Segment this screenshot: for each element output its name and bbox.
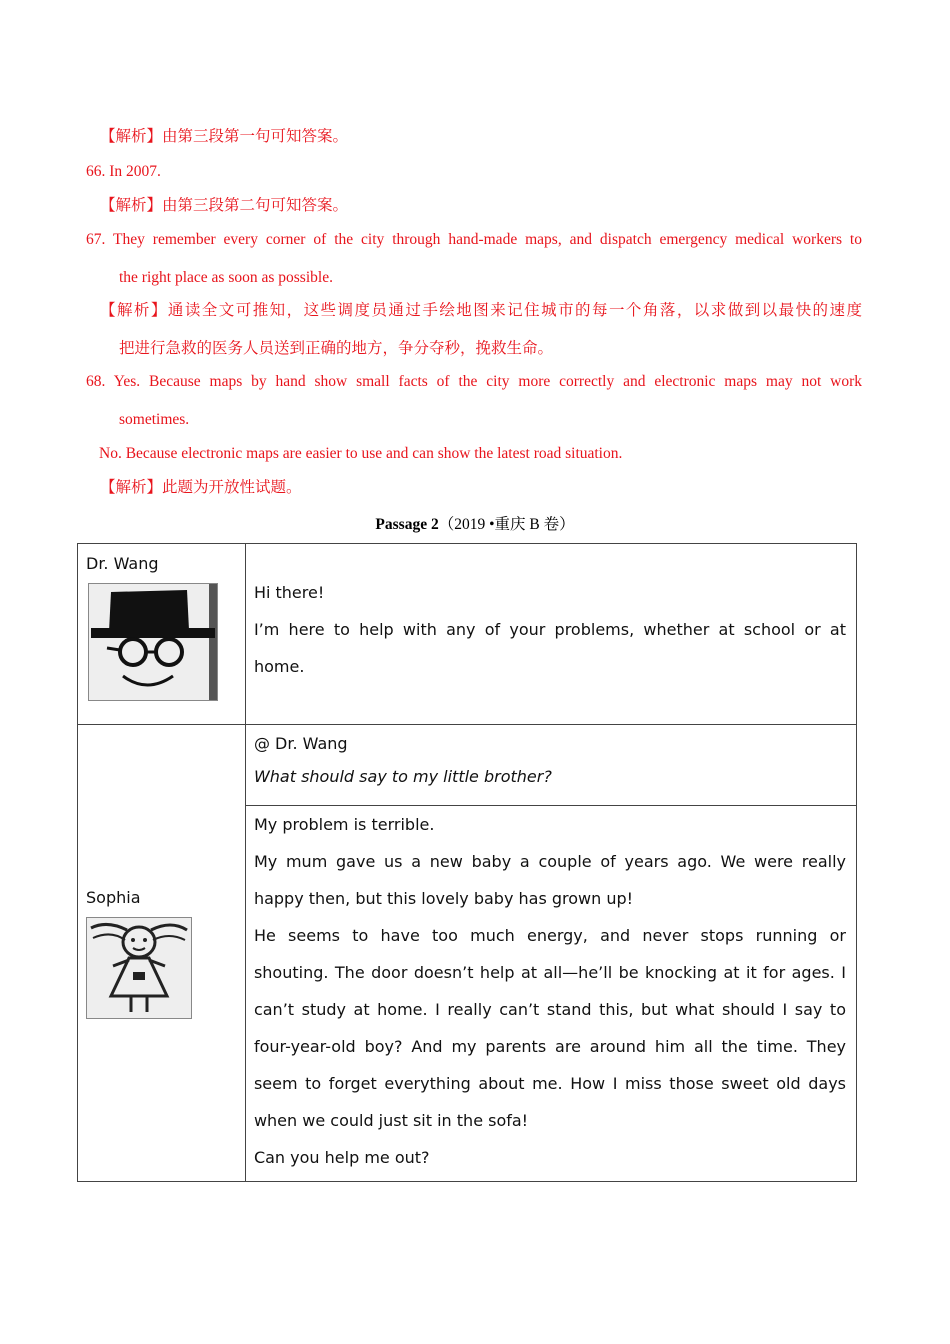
greeting-line: Hi there! bbox=[253, 583, 325, 602]
dr-wang-name: Dr. Wang bbox=[86, 554, 159, 573]
answer-67-line1 bbox=[86, 230, 862, 250]
jiexi-text: 由第三段第一句可知答案。 bbox=[162, 128, 349, 145]
answer-66 bbox=[86, 162, 161, 182]
jiexi-tag: 【解析】 bbox=[100, 479, 163, 496]
sophia-profile bbox=[78, 725, 246, 1182]
sophia-row-1 bbox=[78, 725, 857, 806]
letter-paragraph: My mum gave us a new baby a couple of years ago. We were really happy then, but this lovely baby has grown up! bbox=[253, 852, 846, 908]
passage-source: （2019 •重庆 B 卷） bbox=[438, 516, 575, 533]
jiexi-tag: 【解析】 bbox=[100, 197, 163, 214]
message-board bbox=[77, 543, 857, 1182]
dr-wang-message bbox=[245, 544, 856, 725]
answer-text: Yes. Because maps by hand show small facts of the city more correctly and electronic maps may not work bbox=[113, 373, 862, 390]
letter-paragraph: My problem is terrible. bbox=[253, 815, 435, 834]
answer-text: They remember every corner of the city through hand-made maps, and dispatch emergency medical workers to bbox=[113, 231, 862, 248]
reply-mention: @ Dr. Wang bbox=[253, 734, 348, 753]
dr-wang-avatar bbox=[88, 583, 218, 701]
answer-68-line3: No. Because electronic maps are easier to use and can show the latest road situation. bbox=[99, 445, 623, 462]
intro-line: I’m here to help with any of your problems, whether at school or at home. bbox=[253, 620, 846, 676]
answer-text: In 2007. bbox=[109, 163, 161, 180]
jiexi-tag: 【解析】 bbox=[100, 302, 168, 319]
jiexi-text: 此题为开放性试题。 bbox=[162, 479, 302, 496]
jiexi-61 bbox=[100, 127, 348, 147]
letter-paragraph: Can you help me out? bbox=[253, 1148, 430, 1167]
sophia-reply bbox=[245, 725, 856, 806]
passage-label: Passage 2 bbox=[375, 516, 439, 533]
jiexi-66 bbox=[100, 196, 348, 216]
jiexi-68 bbox=[100, 478, 302, 498]
answer-67-line2: the right place as soon as possible. bbox=[119, 269, 333, 286]
passage-title bbox=[0, 512, 950, 534]
sophia-name: Sophia bbox=[86, 887, 141, 907]
jiexi-tag: 【解析】 bbox=[100, 128, 163, 145]
jiexi-67-line2: 把进行急救的医务人员送到正确的地方，争分夺秒，挽救生命。 bbox=[119, 340, 554, 357]
answer-68-line2: sometimes. bbox=[119, 411, 190, 428]
dr-wang-row bbox=[78, 544, 857, 725]
jiexi-text: 由第三段第二句可知答案。 bbox=[162, 197, 349, 214]
letter-paragraph: He seems to have too much energy, and never stops running or shouting. The door doesn’t help at all—he’ll be knocking at it for ages. I can’t study at home. I really can’t stand this, but what should I say to four-year-old boy? And my parents are around him all the time. They seem to forget everything about me. How I miss those sweet old days when we could just sit in the sofa! bbox=[253, 926, 846, 1130]
question-number: 67. bbox=[86, 231, 106, 248]
hat-icon bbox=[109, 590, 189, 632]
sophia-letter bbox=[245, 806, 856, 1182]
reply-question: What should say to my little brother? bbox=[253, 767, 552, 786]
dr-wang-profile bbox=[78, 544, 246, 725]
answer-68-line1 bbox=[86, 372, 862, 392]
question-number: 66. bbox=[86, 163, 106, 180]
jiexi-text: 通读全文可推知，这些调度员通过手绘地图来记住城市的每一个角落，以求做到以最快的速度 bbox=[167, 302, 862, 319]
question-number: 68. bbox=[86, 373, 106, 390]
jiexi-67-line1 bbox=[100, 301, 862, 321]
sophia-avatar bbox=[86, 917, 192, 1019]
